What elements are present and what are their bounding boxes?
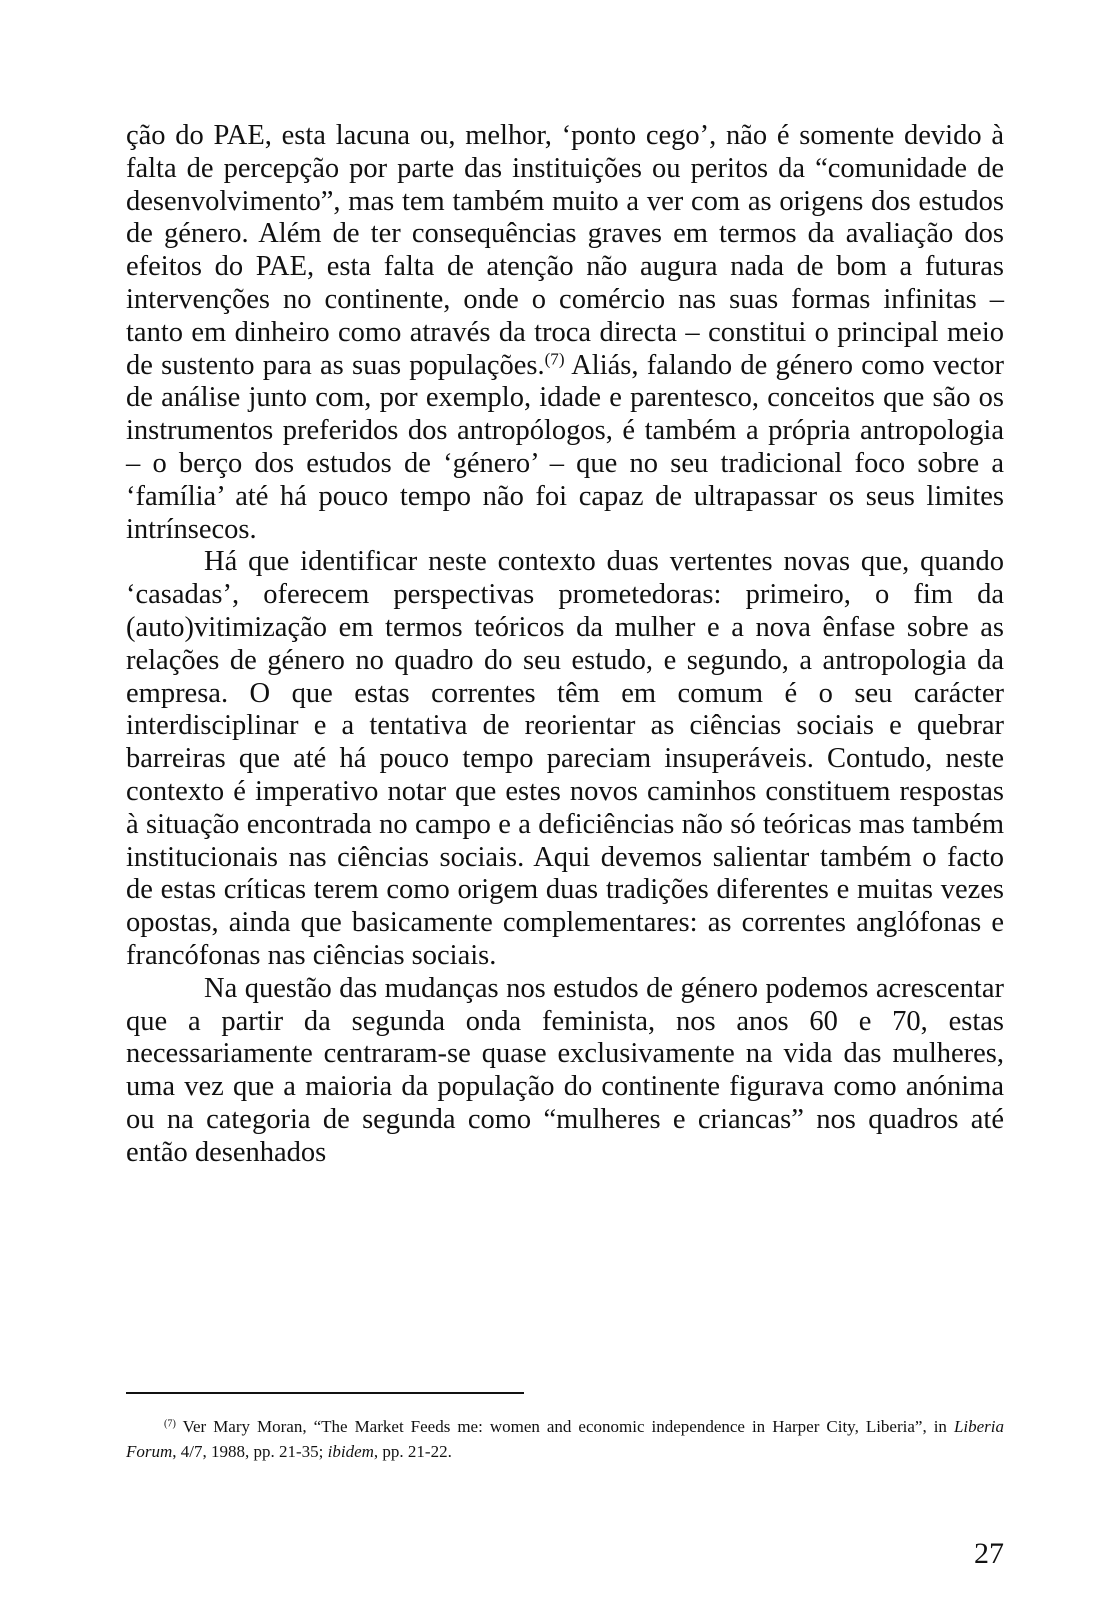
footnote-separator [126, 1392, 524, 1394]
footnote-ibidem: ibidem [327, 1442, 374, 1461]
footnote-line [126, 1414, 1004, 1464]
footnote-journal: Liberia Forum [126, 1417, 1004, 1461]
footnote-text-b: , 4/7, 1988, pp. 21-35; [172, 1442, 328, 1461]
page-body [126, 120, 1004, 1170]
page-number: 27 [974, 1537, 1004, 1570]
footnote-text-a: Ver Mary Moran, “The Market Feeds me: women and economic independence in Harper City, Liberia”, in [175, 1417, 954, 1436]
paragraph-3: Na questão das mudanças nos estudos de género podemos acrescentar que a partir da segunda onda feminista, nos anos 60 e 70, estas necessariamente centraram-se quase exclusivamente na vida das mulheres, uma vez que a maioria da população do continente figurava como anónima ou na categoria de segunda como “mulheres e criancas” nos quadros até então desenhados [126, 972, 1004, 1168]
body-text [126, 120, 1004, 1170]
paragraph-1-text-b: Aliás, falando de género como vector de análise junto com, por exemplo, idade e parentesco, conceitos que são os instrumentos preferidos dos antropólogos, é também a própria antropologia – o berço dos estudos de ‘género’ – que no seu tradicional foco sobre a ‘família’ até há pouco tempo não foi capaz de ultrapassar os seus limites intrínsecos. [126, 349, 1004, 545]
footnote-7 [126, 1414, 1004, 1464]
note-reference-7: (7) [544, 349, 565, 369]
footnote-marker: (7) [164, 1418, 176, 1430]
paragraph-2: Há que identificar neste contexto duas vertentes novas que, quando ‘casadas’, oferecem perspectivas prometedoras: primeiro, o fim da (auto)vitimização em termos teóricos da mulher e a nova ênfase sobre as relações de género no quadro do seu estudo, e segundo, a antropologia da empresa. O que estas correntes têm em comum é o seu carácter interdisciplinar e a tentativa de reorientar as ciências sociais e quebrar barreiras que até há pouco tempo pareciam insuperáveis. Contudo, neste contexto é imperativo notar que estes novos caminhos constituem respostas à situação encontrada no campo e a deficiências não só teóricas mas também institucionais nas ciências sociais. Aqui devemos salientar também o facto de estas críticas terem como origem duas tradições diferentes e muitas vezes opostas, ainda que basicamente complementares: as correntes anglófonas e francófonas nas ciências sociais. [126, 546, 1004, 971]
footnote-text-c: , pp. 21-22. [373, 1442, 452, 1461]
paragraph-1 [126, 120, 1004, 546]
paragraph-1-text-a: ção do PAE, esta lacuna ou, melhor, ‘ponto cego’, não é somente devido à falta de percepção por parte das instituições ou peritos da “comunidade de desenvolvimento”, mas tem também muito a ver com as origens dos estudos de género. Além de ter consequências graves em termos da avaliação dos efeitos do PAE, esta falta de atenção não augura nada de bom a futuras intervenções no continente, onde o comércio nas suas formas infinitas – tanto em dinheiro como através da troca directa – constitui o principal meio de sustento para as suas populações. [126, 120, 1004, 381]
